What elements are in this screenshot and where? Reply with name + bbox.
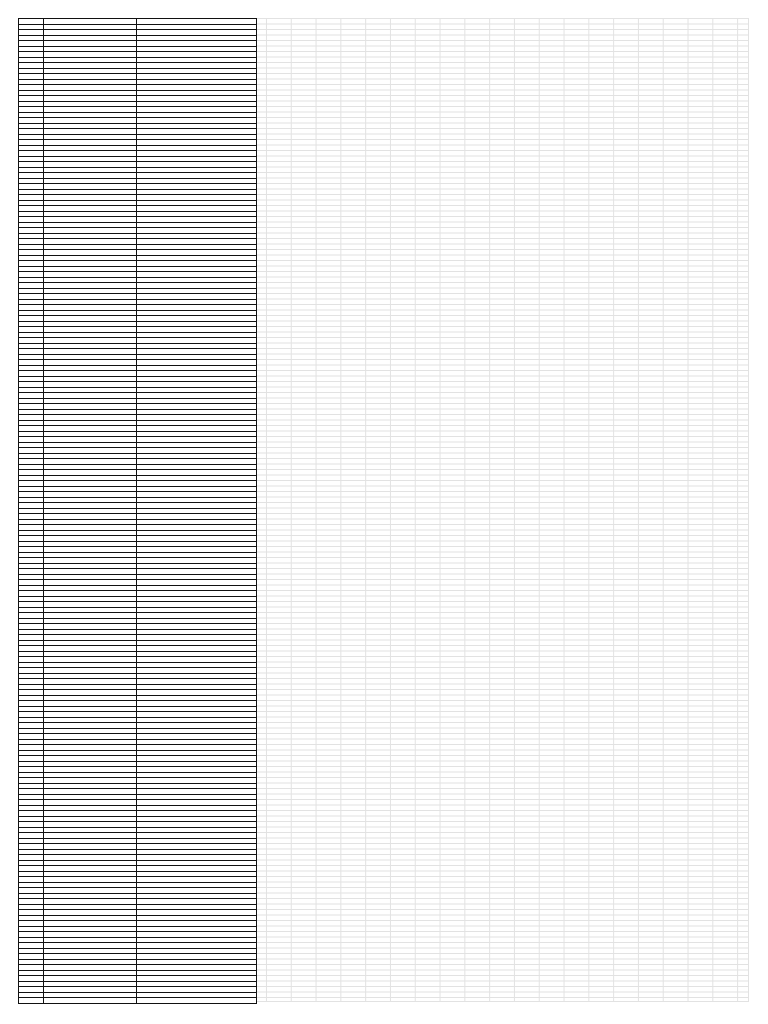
spreadsheet-area [18, 18, 749, 1002]
description-cell[interactable] [137, 998, 257, 1004]
data-table [18, 18, 257, 1004]
name-cell[interactable] [44, 998, 137, 1004]
row-id-cell[interactable] [19, 998, 44, 1004]
table-row[interactable] [19, 998, 257, 1004]
